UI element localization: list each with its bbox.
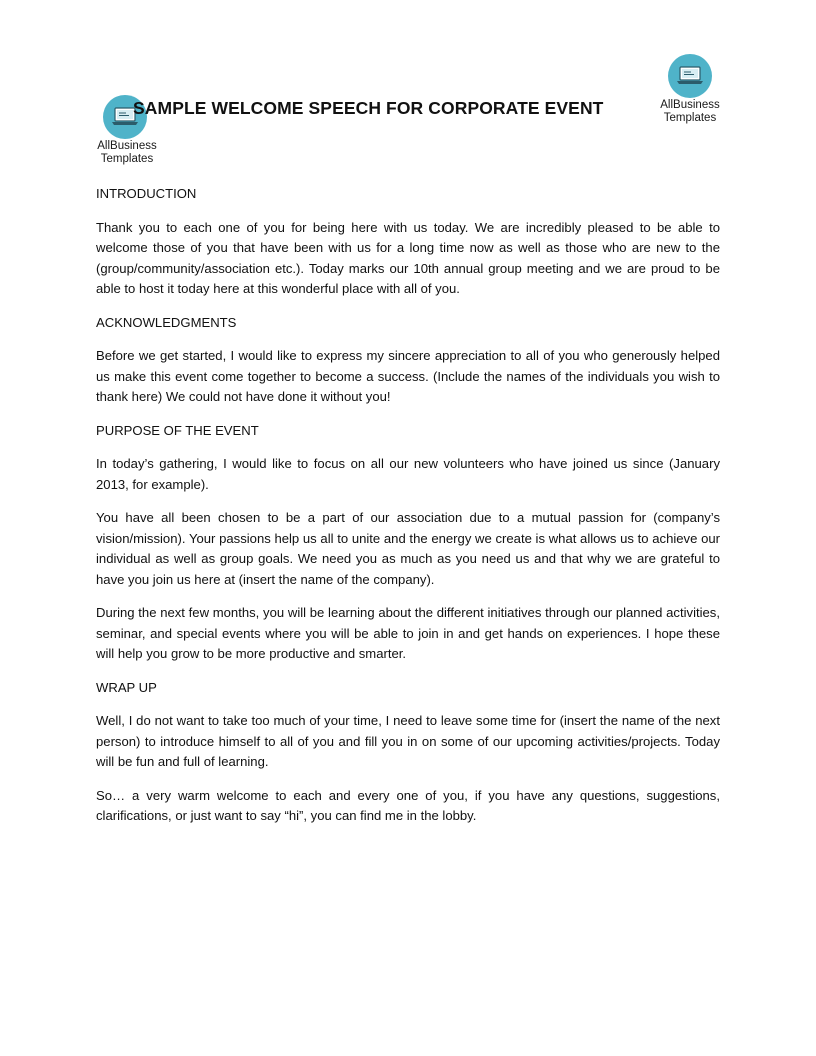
paragraph: You have all been chosen to be a part of our association due to a mutual passion for (company’s vision/mission). Your passions help us all to unite and the energy we create is what allows us to achieve our individual as well as group goals. We need you as much as you need us and that why we are grateful to have you join us here at (insert the name of the company). — [96, 510, 720, 587]
logo-line2: Templates — [663, 111, 717, 124]
paragraph: During the next few months, you will be learning about the different initiatives through our planned activities, seminar, and special events where you will be able to join in and get hands on experiences. I hope these will help you grow to be more productive and smarter. — [96, 605, 720, 661]
logo-text — [82, 140, 172, 165]
section-heading-wrap-up: WRAP UP — [96, 679, 157, 695]
logo-text — [645, 99, 735, 124]
logo-line1: AllBusiness — [97, 140, 157, 152]
section-heading-acknowledgments: ACKNOWLEDGMENTS — [96, 314, 237, 330]
paragraph: Thank you to each one of you for being here with us today. We are incredibly pleased to be able to welcome those of you that have been with us for a long time now as well as those who are new to the (group/community/association etc.). Today marks our 10th annual group meeting and we are proud to be able to host it today here at this wonderful place with all of you. — [96, 219, 720, 296]
logo-line2: Templates — [100, 152, 154, 165]
paragraph: In today’s gathering, I would like to focus on all our new volunteers who have joined us since (January 2013, for example). — [96, 456, 720, 492]
paragraph: Before we get started, I would like to express my sincere appreciation to all of you who generously helped us make this event come together to become a success. (Include the names of the individuals you wish to thank here) We could not have done it without you! — [96, 348, 720, 404]
section-heading-purpose: PURPOSE OF THE EVENT — [96, 422, 259, 438]
paragraph: So… a very warm welcome to each and every one of you, if you have any questions, suggestions, clarifications, or just want to say “hi”, you can find me in the lobby. — [96, 787, 720, 823]
section-heading-introduction: INTRODUCTION — [96, 186, 197, 201]
document-title: SAMPLE WELCOME SPEECH FOR CORPORATE EVENT — [133, 98, 604, 118]
paragraph: Well, I do not want to take too much of your time, I need to leave some time for (insert the name of the next person) to introduce himself to all of you and fill you in on some of our upcoming activities/projects. Today will be fun and full of learning. — [96, 713, 720, 769]
laptop-icon — [668, 54, 712, 98]
logo-line1: AllBusiness — [660, 99, 720, 111]
allbusiness-logo-right — [645, 54, 735, 124]
document-body — [96, 184, 720, 840]
